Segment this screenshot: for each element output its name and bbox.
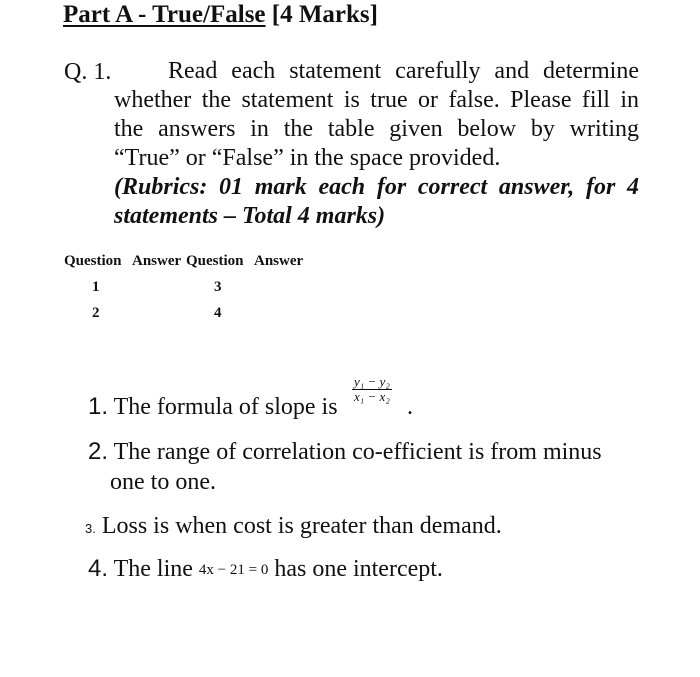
instruction-line-2: whether the statement is true or false. Please fill in xyxy=(114,87,639,113)
statement-4-equation: 4x − 21 = 0 xyxy=(198,562,269,578)
statement-4 xyxy=(88,554,443,587)
instruction-line-3: the answers in the table given below by writing xyxy=(114,116,639,142)
row-question-right: 3 xyxy=(214,279,222,295)
statement-3-number: 3. xyxy=(85,521,96,536)
slope-numerator: y₁ − y₂ xyxy=(354,374,390,389)
header-answer-1: Answer xyxy=(132,253,182,269)
header-question-2: Question xyxy=(186,253,244,269)
rubric-line-2: statements – Total 4 marks) xyxy=(114,203,386,229)
statement-3 xyxy=(85,511,502,544)
slope-fraction xyxy=(352,375,392,404)
statement-2 xyxy=(88,437,602,467)
row-question-left: 1 xyxy=(92,279,100,295)
question-instructions xyxy=(114,57,639,231)
statement-4-post: has one intercept. xyxy=(274,556,443,582)
rubric-line-1: (Rubrics: 01 mark each for correct answer, for 4 xyxy=(114,174,639,200)
statement-1 xyxy=(88,392,338,422)
section-marks: [4 Marks] xyxy=(271,1,378,28)
statement-2-line-1: The range of correlation co-efficient is from minus xyxy=(113,439,602,465)
section-heading xyxy=(63,0,378,30)
row-question-left: 2 xyxy=(92,305,100,321)
header-answer-2: Answer xyxy=(254,253,304,269)
statement-3-text: Loss is when cost is greater than demand. xyxy=(101,513,502,539)
statement-1-end: . xyxy=(407,394,413,420)
slope-denominator: x₁ − x₂ xyxy=(354,389,390,404)
statement-2-number: 2. xyxy=(88,438,109,465)
instruction-line-4: “True” or “False” in the space provided. xyxy=(114,145,501,171)
header-question-1: Question xyxy=(64,253,122,269)
statement-4-pre: The line xyxy=(113,556,193,582)
section-title: Part A - True/False xyxy=(63,1,266,28)
statement-1-text: The formula of slope is xyxy=(113,394,338,420)
statement-1-number: 1. xyxy=(88,393,109,420)
question-number: Q. 1. xyxy=(64,59,112,85)
statement-2-line-2: one to one. xyxy=(110,469,216,495)
row-question-right: 4 xyxy=(214,305,222,321)
instruction-line-1: Read each statement carefully and determine xyxy=(168,58,639,84)
statement-4-number: 4. xyxy=(88,555,109,582)
